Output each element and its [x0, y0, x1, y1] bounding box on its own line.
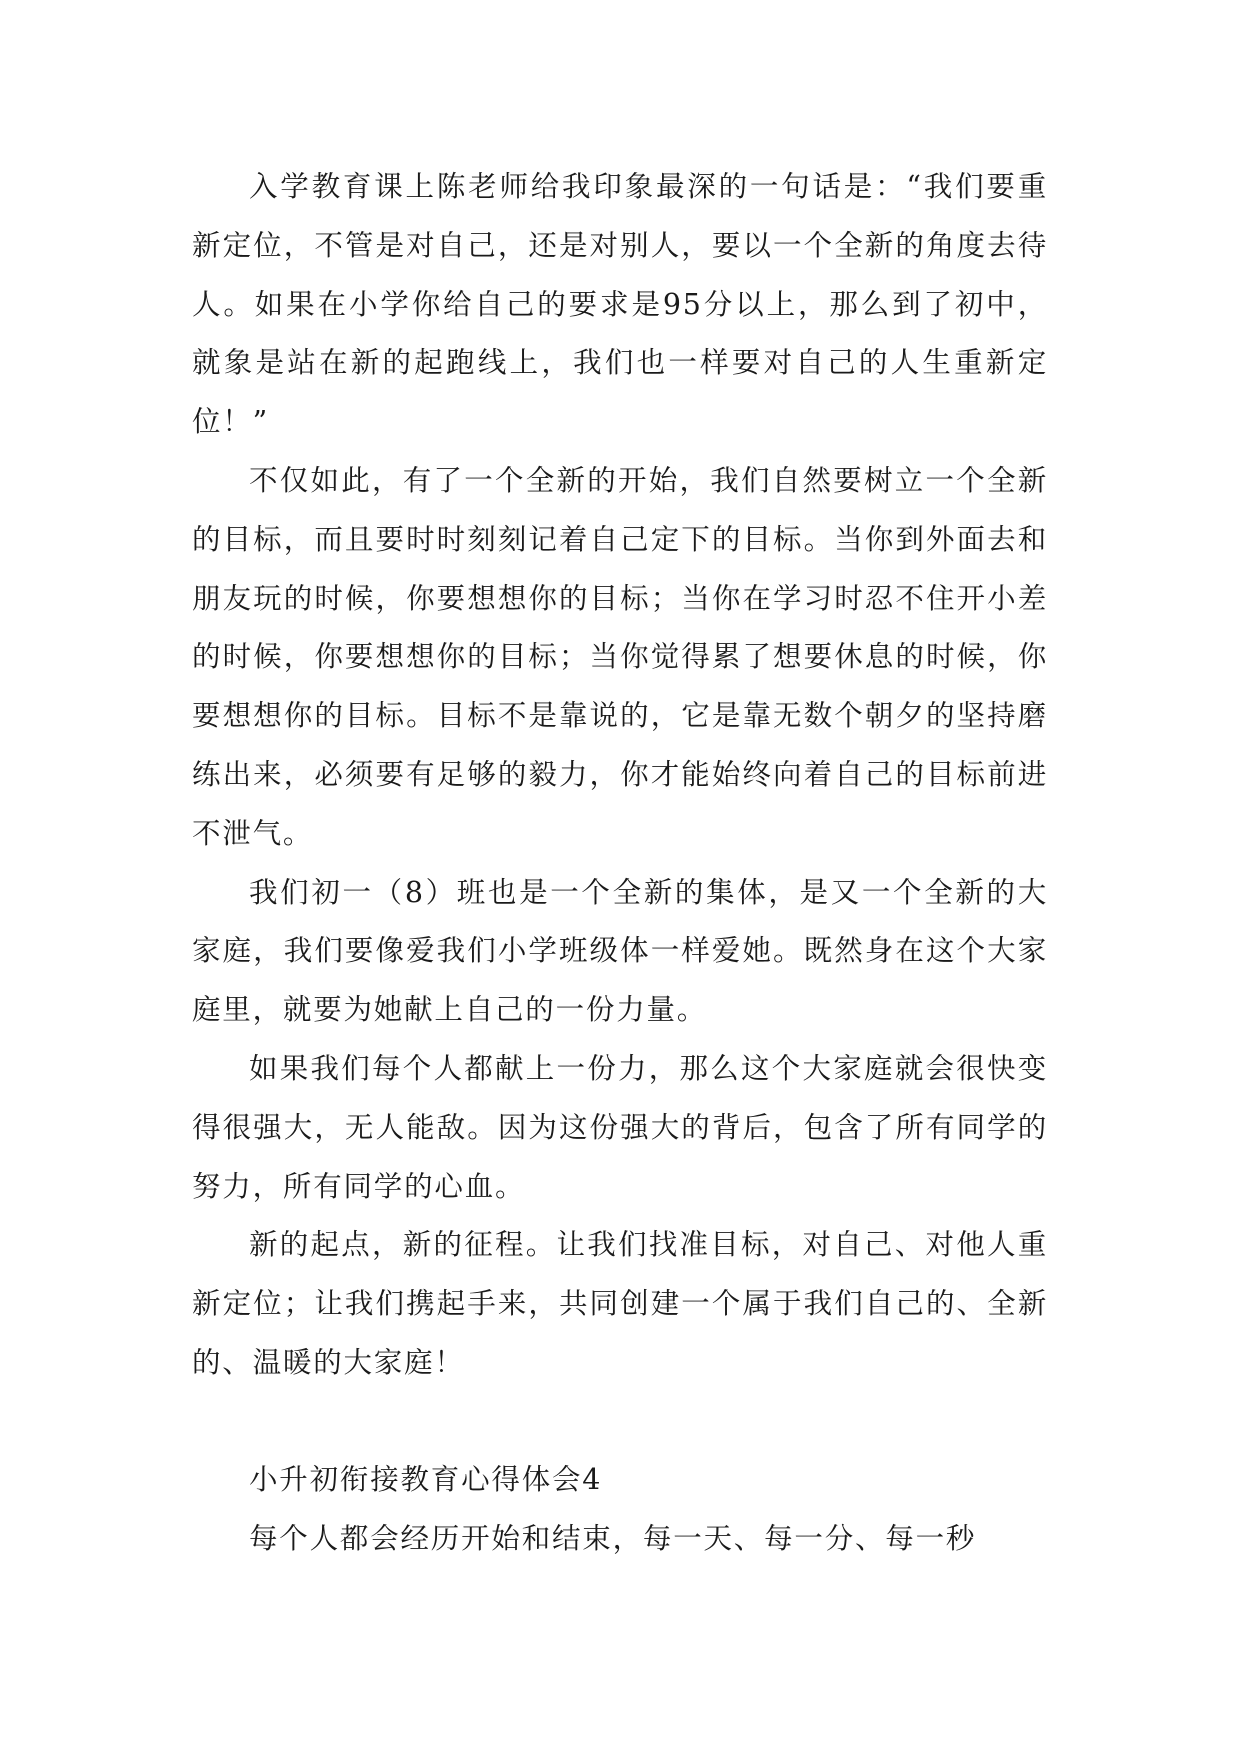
paragraph: 我们初一（8）班也是一个全新的集体，是又一个全新的大家庭，我们要像爱我们小学班级体一样爱她。既然身在这个大家庭里，就要为她献上自己的一份力量。	[192, 875, 1048, 1027]
paragraph: 每个人都会经历开始和结束，每一天、每一分、每一秒	[249, 1521, 977, 1555]
document-body	[192, 158, 1048, 1568]
paragraph: 入学教育课上陈老师给我印象最深的一句话是：“我们要重新定位，不管是对自己，还是对别人，要以一个全新的角度去待人。如果在小学你给自己的要求是95分以上，那么到了初中，就象是站在新的起跑线上，我们也一样要对自己的人生重新定位！”	[192, 170, 1048, 439]
paragraph: 新的起点，新的征程。让我们找准目标，对自己、对他人重新定位；让我们携起手来，共同创建一个属于我们自己的、全新的、温暖的大家庭！	[192, 1228, 1048, 1379]
section-title: 小升初衔接教育心得体会4	[249, 1462, 603, 1496]
paragraph: 如果我们每个人都献上一份力，那么这个大家庭就会很快变得很强大，无人能敌。因为这份强大的背后，包含了所有同学的努力，所有同学的心血。	[192, 1051, 1048, 1203]
paragraph: 不仅如此，有了一个全新的开始，我们自然要树立一个全新的目标，而且要时时刻刻记着自己定下的目标。当你到外面去和朋友玩的时候，你要想想你的目标；当你在学习时忍不住开小差的时候，你要想想你的目标；当你觉得累了想要休息的时候，你要想想你的目标。目标不是靠说的，它是靠无数个朝夕的坚持磨练出来，必须要有足够的毅力，你才能始终向着自己的目标前进不泄气。	[192, 463, 1048, 850]
